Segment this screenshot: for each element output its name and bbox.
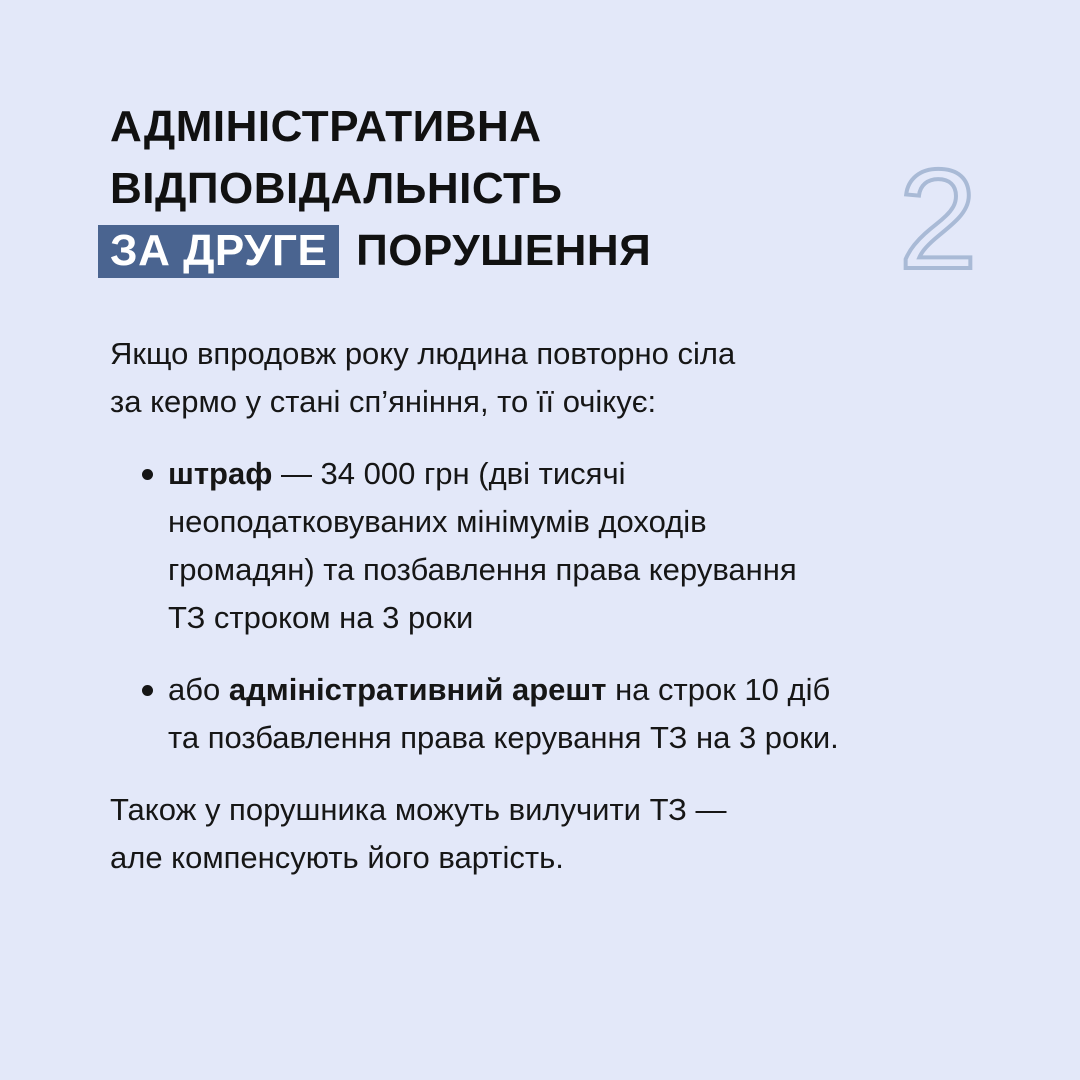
slide-number [888, 150, 988, 280]
outro-paragraph [110, 786, 1010, 882]
slide-number-text: 2 [898, 150, 978, 280]
fine-line-1 [168, 450, 1010, 498]
page-title [110, 96, 651, 282]
title-line-2: ВІДПОВІДАЛЬНІСТЬ [110, 164, 563, 213]
arrest-line-1 [168, 666, 1010, 714]
title-highlight: ЗА ДРУГЕ [98, 225, 339, 278]
fine-line-1-rest: — 34 000 грн (дві тисячі [272, 456, 626, 491]
main-content [110, 330, 1010, 882]
penalty-list [110, 450, 1010, 762]
title-line-3 [110, 220, 651, 282]
outro-line-1: Також у порушника можуть вилучити ТЗ — [110, 792, 727, 827]
title-line-1: АДМІНІСТРАТИВНА [110, 102, 542, 151]
intro-line-1: Якщо впродовж року людина повторно сіла [110, 336, 736, 371]
outro-line-2: але компенсують його вартість. [110, 840, 564, 875]
fine-line-2: неоподатковуваних мінімумів доходів [168, 504, 707, 539]
arrest-line-1-rest: на строк 10 діб [606, 672, 831, 707]
bullet-dot-icon [142, 685, 153, 696]
list-item-fine [110, 450, 1010, 642]
list-item-arrest [110, 666, 1010, 762]
fine-line-3: громадян) та позбавлення права керування [168, 552, 797, 587]
intro-line-2: за кермо у стані сп’яніння, то її очікує: [110, 384, 657, 419]
title-line-3-rest: ПОРУШЕННЯ [356, 226, 652, 275]
arrest-prefix: або [168, 672, 229, 707]
arrest-bold: адміністративний арешт [228, 672, 607, 707]
arrest-line-2: та позбавлення права керування ТЗ на 3 роки. [168, 720, 839, 755]
fine-line-4: ТЗ строком на 3 роки [168, 600, 474, 635]
fine-bold: штраф [168, 456, 273, 491]
bullet-dot-icon [142, 469, 153, 480]
intro-paragraph [110, 330, 1010, 426]
